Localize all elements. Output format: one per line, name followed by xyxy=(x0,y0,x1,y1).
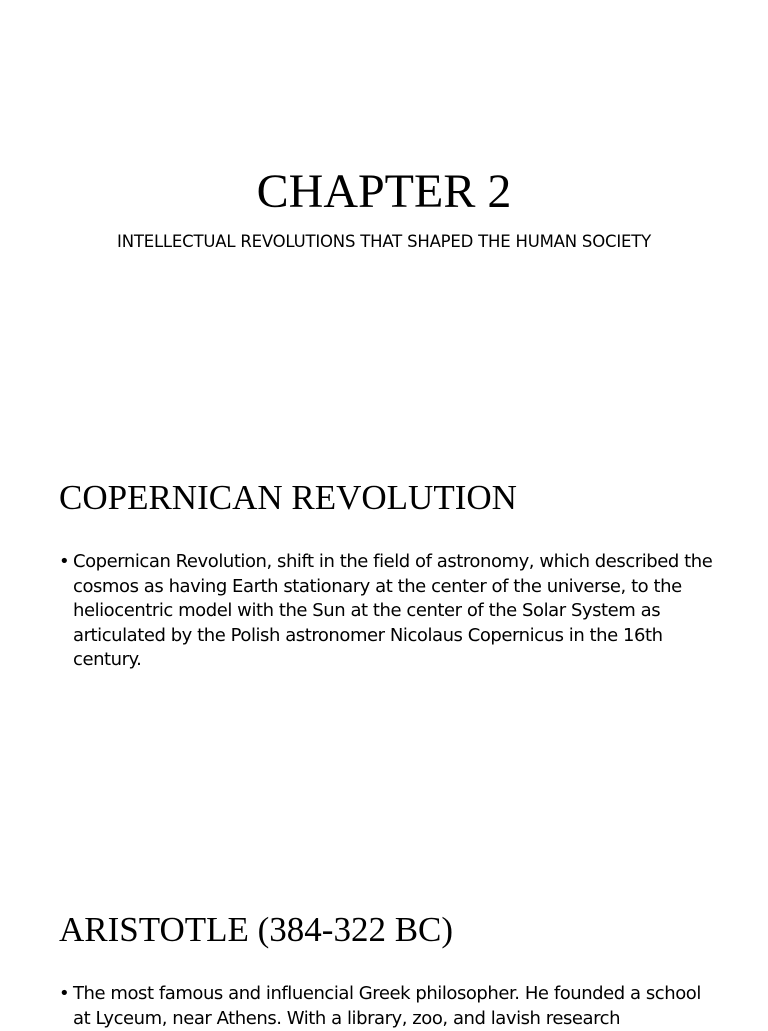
bullet-marker: • xyxy=(59,983,70,1004)
list-item xyxy=(59,550,719,673)
chapter-subtitle: INTELLECTUAL REVOLUTIONS THAT SHAPED THE HUMAN SOCIETY xyxy=(117,232,651,251)
bullet-list xyxy=(59,550,719,673)
title-slide xyxy=(0,0,768,432)
section-heading: ARISTOTLE (384-322 BC) xyxy=(59,910,454,949)
section-heading: COPERNICAN REVOLUTION xyxy=(59,478,517,517)
aristotle-slide xyxy=(0,866,768,1029)
chapter-title: CHAPTER 2 xyxy=(256,165,512,218)
bullet-marker: • xyxy=(59,551,70,572)
bullet-text: The most famous and influencial Greek philosopher. He founded a school at Lyceum, near Athens. With a library, zoo, and lavish research xyxy=(73,983,701,1029)
bullet-text: Copernican Revolution, shift in the field of astronomy, which described the cosmos as having Earth stationary at the center of the universe, to the heliocentric model with the Sun at the center of the Solar System as articulated by the Polish astronomer Nicolaus Copernicus in the 16th century. xyxy=(73,551,713,670)
copernican-revolution-slide xyxy=(0,432,768,866)
